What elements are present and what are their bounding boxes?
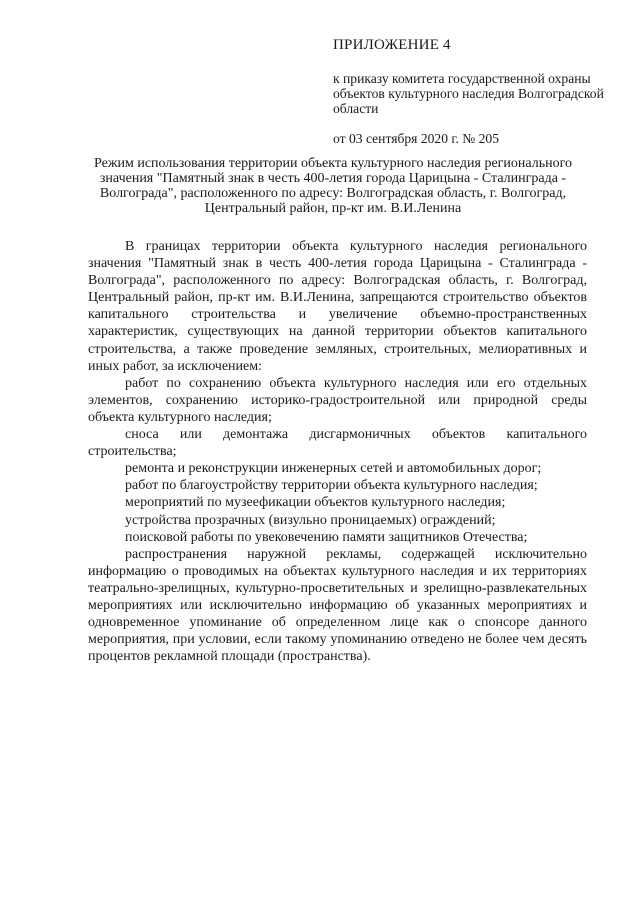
document-header (333, 38, 623, 146)
paragraph: распространения наружной рекламы, содержащей исключительно информацию о проводимых на объектах культурного наследия и их территориях театрально-зрелищных, культурно-просветительных и зрелищно-развлекательных мероприятиях или исключительно информацию об указанных мероприятиях и одновременное упоминание об определенном лице как о спонсоре данного мероприятия, при условии, если такому упоминанию отведено не более чем десять процентов рекламной площади (пространства). (88, 546, 587, 665)
order-date: от 03 сентября 2020 г. № 205 (333, 131, 500, 146)
paragraph: работ по сохранению объекта культурного наследия или его отдельных элементов, сохранению историко-градостроительной или природной среды объекта культурного наследия; (88, 375, 587, 425)
appendix-title: ПРИЛОЖЕНИЕ 4 (333, 37, 451, 53)
paragraph: ремонта и реконструкции инженерных сетей и автомобильных дорог; (125, 461, 542, 477)
paragraph: В границах территории объекта культурного наследия регионального значения "Памятный знак в честь 400-летия города Царицына - Сталинграда - Волгограда", расположенного по адресу: Волгоградская область, г. Волгоград, Центральный район, пр-кт им. В.И.Ленина, запрещаются строительство объектов капитального строительства и увеличение объемно-пространственных характеристик, существующих на данной территории объектов капитального строительства, а также проведение земляных, строительных, мелиоративных и иных работ, за исключением: (88, 239, 587, 374)
paragraph: работ по благоустройству территории объекта культурного наследия; (125, 478, 538, 494)
paragraph: поисковой работы по увековечению памяти защитников Отечества; (125, 529, 528, 545)
order-reference: к приказу комитета государственной охраны объектов культурного наследия Волгоградской области (333, 71, 604, 116)
paragraph: мероприятий по музеефикации объектов культурного наследия; (125, 495, 506, 511)
document-heading: Режим использования территории объекта культурного наследия регионального значения "Памятный знак в честь 400-летия города Царицына - Сталинграда - Волгограда", расположенного по адресу: Волгоградская область, г. Волгоград, Центральный район, пр-кт им. В.И.Ленина (94, 156, 572, 216)
paragraph: сноса или демонтажа дисгармоничных объектов капитального строительства; (88, 427, 587, 460)
paragraph: устройства прозрачных (визульно проницаемых) ограждений; (125, 512, 496, 528)
document-body (88, 238, 587, 665)
